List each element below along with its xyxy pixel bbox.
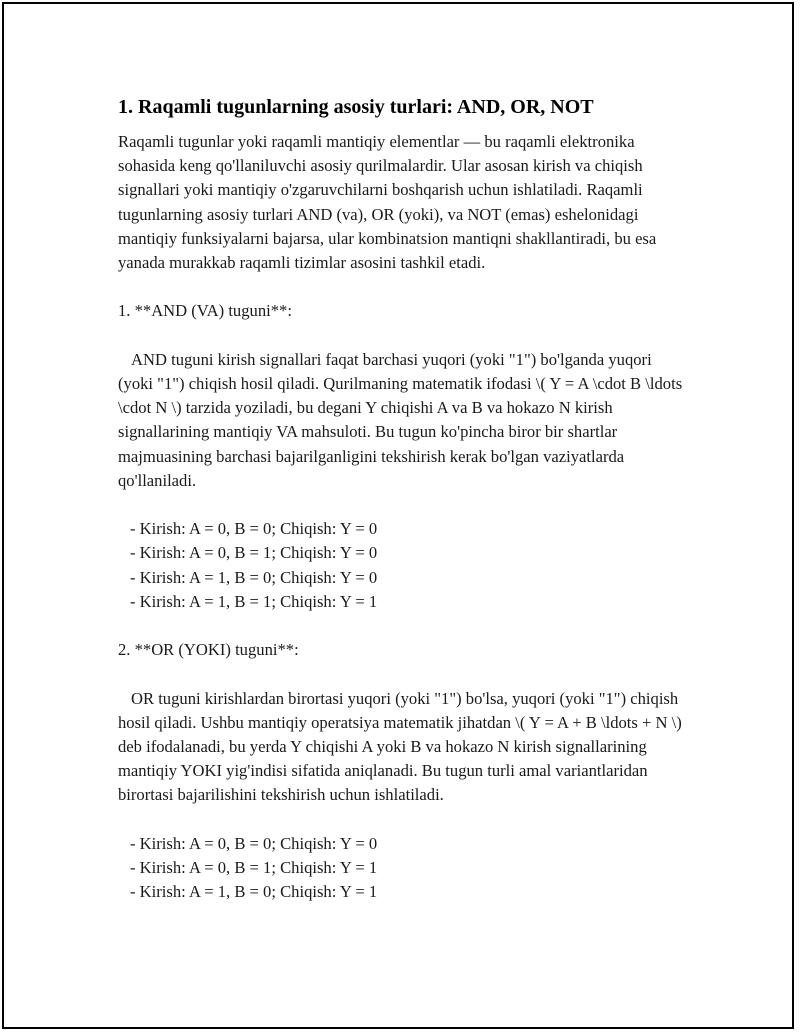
section-heading-and: 1. **AND (VA) tuguni**: [118, 301, 292, 321]
truth-row: - Kirish: A = 0, B = 0; Chiqish: Y = 0 [130, 519, 378, 539]
spacer [118, 493, 690, 517]
spacer [118, 614, 690, 638]
truth-row: - Kirish: A = 0, B = 0; Chiqish: Y = 0 [130, 833, 378, 853]
section-body-or: OR tuguni kirishlardan birortasi yuqori (yoki "1") bo'lsa, yuqori (yoki "1") chiqish hosil qiladi. Ushbu mantiqiy operatsiya matematik jihatdan \( Y = A + B \ldots + N \) deb ifodalanadi, bu yerda Y chiqishi A yoki B va hokazo N kirish signallarining mantiqiy YOKI yig'indisi sifatida aniqlanadi. Bu tugun turli amal variantlaridan birortasi bajarilishini tekshirish uchun ishlatiladi. [118, 688, 686, 805]
section-body-and: AND tuguni kirish signallari faqat barchasi yuqori (yoki "1") bo'lganda yuqori (yoki "1") chiqish hosil qiladi. Qurilmaning matematik ifodasi \( Y = A \cdot B \ldots \cdot N \) tarzida yoziladi, bu degani Y chiqishi A va B va hokazo N kirish signallarining mantiqiy VA mahsuloti. Bu tugun ko'pincha biror bir shartlar majmuasining barchasi bajarilganligini tekshirish kerak bo'lgan vaziyatlarda qo'llaniladi. [118, 349, 687, 490]
spacer [118, 808, 690, 832]
truth-row: - Kirish: A = 0, B = 1; Chiqish: Y = 0 [130, 543, 378, 563]
spacer [118, 324, 690, 348]
intro-paragraph: Raqamli tugunlar yoki raqamli mantiqiy elementlar — bu raqamli elektronika sohasida keng qo'llaniluvchi asosiy qurilmalardir. Ular asosan kirish va chiqish signallari yoki mantiqiy o'zgaruvchilarni boshqarish uchun ishlatiladi. Raqamli tugunlarning asosiy turlari AND (va), OR (yoki), va NOT (emas) eshelonidagi mantiqiy funksiyalarni bajarsa, ular kombinatsion mantiqni shakllantiradi, bu esa yanada murakkab raqamli tizimlar asosini tashkil etadi. [118, 132, 661, 273]
spacer [118, 662, 690, 686]
truth-row: - Kirish: A = 0, B = 1; Chiqish: Y = 1 [130, 858, 378, 877]
truth-row: - Kirish: A = 1, B = 0; Chiqish: Y = 1 [130, 882, 378, 902]
section-heading-or: 2. **OR (YOKI) tuguni**: [118, 640, 299, 660]
page-title: 1. Raqamli tugunlarning asosiy turlari: AND, OR, NOT [118, 96, 594, 118]
truth-row: - Kirish: A = 1, B = 1; Chiqish: Y = 1 [130, 591, 378, 611]
spacer [118, 275, 690, 299]
document-body [118, 94, 690, 904]
truth-row: - Kirish: A = 1, B = 0; Chiqish: Y = 0 [130, 567, 378, 587]
